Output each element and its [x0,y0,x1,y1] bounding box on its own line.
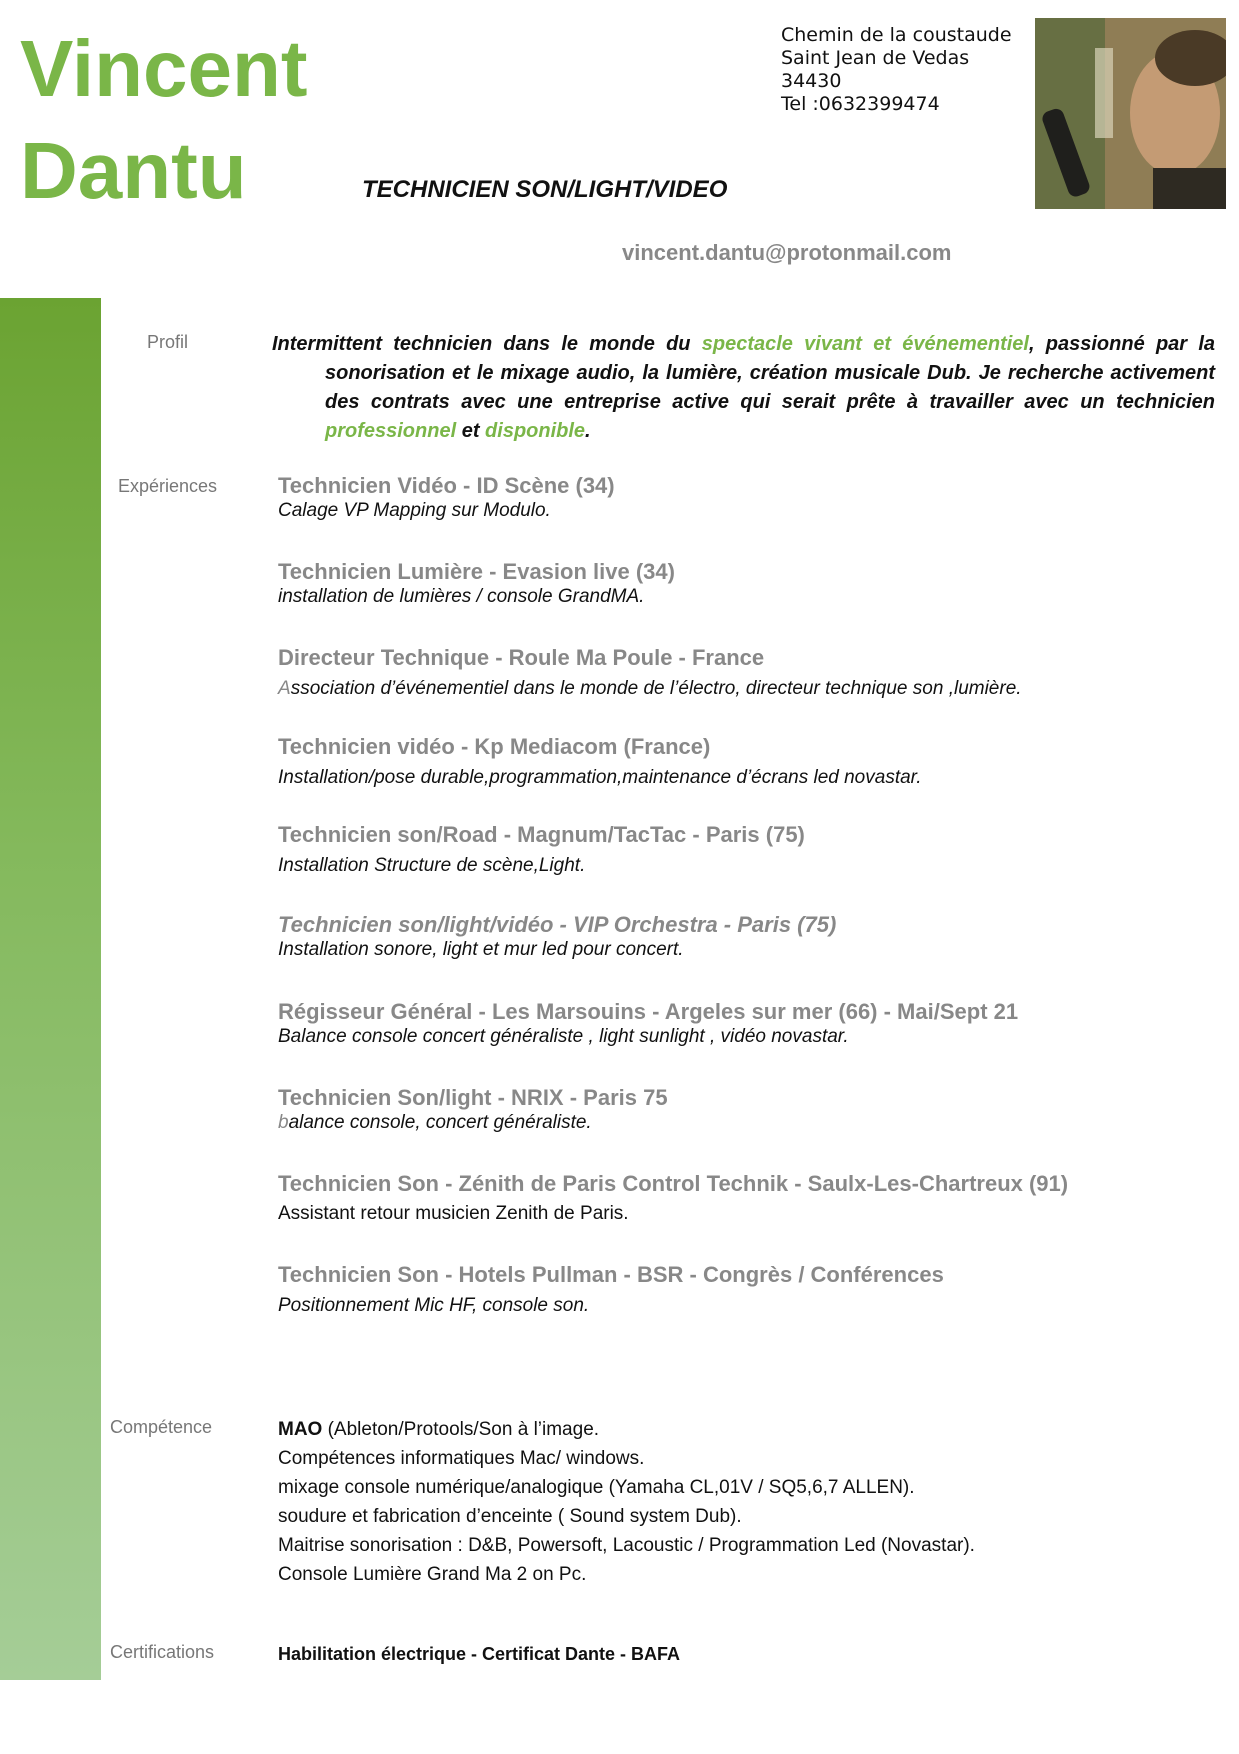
experience-title: Technicien Son - Hotels Pullman - BSR - Congrès / Conférences [278,1262,944,1287]
competence-text: (Ableton/Protools/Son à l’image. [322,1419,600,1440]
experience-item [278,1085,668,1135]
experience-description [278,1111,668,1135]
experience-description: Positionnement Mic HF, console son. [278,1295,590,1316]
address-line: 34430 [781,70,842,92]
experience-item [278,912,836,962]
last-name: Dantu [20,126,247,215]
experience-title: Technicien Son/light - NRIX - Paris 75 [278,1085,668,1110]
profile-text: , passionné par la sonorisation et le mixage audio, la lumière, création musicale Dub. Je recherche activement des contrats avec une entreprise active qui serait prête à travailler avec un technicien [325,333,1216,413]
competence-keyword: MAO [278,1419,323,1440]
description-initial: A [278,678,291,699]
competence-item [278,1415,975,1444]
experience-title: Technicien vidéo - Kp Mediacom (France) [278,734,711,759]
experience-title: Technicien son/light/vidéo - VIP Orchestra - Paris (75) [278,912,837,937]
profile-text: et [456,420,486,442]
experience-title: Technicien son/Road - Magnum/TacTac - Paris (75) [278,822,805,847]
experience-title: Directeur Technique - Roule Ma Poule - France [278,645,765,670]
experience-item [278,1262,944,1318]
experience-title: Technicien Son - Zénith de Paris Control Technik - Saulx-Les-Chartreux (91) [278,1171,1069,1196]
section-label-certifications: Certifications [110,1642,215,1662]
experience-item [278,473,615,523]
candidate-name [20,18,308,222]
profile-highlight: disponible [485,420,586,442]
address-line: Saint Jean de Vedas [781,47,970,69]
experience-description: Installation Structure de scène,Light. [278,855,586,876]
profile-photo [1035,18,1226,209]
profile-photo-illustration [1035,18,1226,209]
section-label-profile: Profil [147,332,189,352]
profile-highlight: professionnel [325,420,457,442]
experience-item [278,1171,1068,1226]
profile-text: Intermittent technicien dans le monde du [272,333,702,355]
competence-item: Console Lumière Grand Ma 2 on Pc. [278,1564,587,1585]
experience-item [278,734,922,790]
experience-description: Calage VP Mapping sur Modulo. [278,500,551,521]
experience-title: Technicien Vidéo - ID Scène (34) [278,473,615,498]
email-address[interactable]: vincent.dantu@protonmail.com [622,240,952,265]
experience-item [278,822,805,878]
experience-title: Technicien Lumière - Evasion live (34) [278,559,675,584]
section-label-experiences: Expériences [118,476,218,496]
section-label-competence: Compétence [110,1417,213,1437]
address-line: Chemin de la coustaude [781,24,1012,46]
first-name: Vincent [20,24,308,113]
experience-description: installation de lumières / console GrandMA. [278,586,645,607]
experience-description: Balance console concert généraliste , light sunlight , vidéo novastar. [278,1026,849,1047]
contact-address [781,24,1012,116]
job-title: TECHNICIEN SON/LIGHT/VIDEO [362,176,728,203]
competence-item: Compétences informatiques Mac/ windows. [278,1448,645,1469]
description-text: ssociation d’événementiel dans le monde de l’électro, directeur technique son ,lumière. [290,678,1022,699]
description-text: alance console, concert généraliste. [288,1112,592,1133]
phone-line: Tel :0632399474 [781,93,940,115]
experience-item [278,645,1022,701]
profile-text: . [585,420,591,442]
experience-item [278,999,1018,1049]
certifications-text: Habilitation électrique - Certificat Dante - BAFA [278,1644,681,1664]
profile-highlight: spectacle vivant et événementiel [701,333,1029,355]
competence-item: soudure et fabrication d’enceinte ( Sound system Dub). [278,1506,742,1527]
competence-item: Maitrise sonorisation : D&B, Powersoft, Lacoustic / Programmation Led (Novastar). [278,1535,975,1556]
experience-description: Assistant retour musicien Zenith de Paris. [278,1203,629,1224]
experience-item [278,559,675,609]
experience-description: Installation/pose durable,programmation,maintenance d’écrans led novastar. [278,767,922,788]
sidebar-accent-bar [0,298,101,1680]
experience-description [278,677,1022,701]
experience-description: Installation sonore, light et mur led pour concert. [278,939,684,960]
description-initial: b [278,1112,289,1133]
profile-summary [272,330,1215,446]
competence-item: mixage console numérique/analogique (Yamaha CL,01V / SQ5,6,7 ALLEN). [278,1477,915,1498]
competence-list [278,1415,975,1589]
experience-title: Régisseur Général - Les Marsouins - Argeles sur mer (66) - Mai/Sept 21 [278,999,1019,1024]
